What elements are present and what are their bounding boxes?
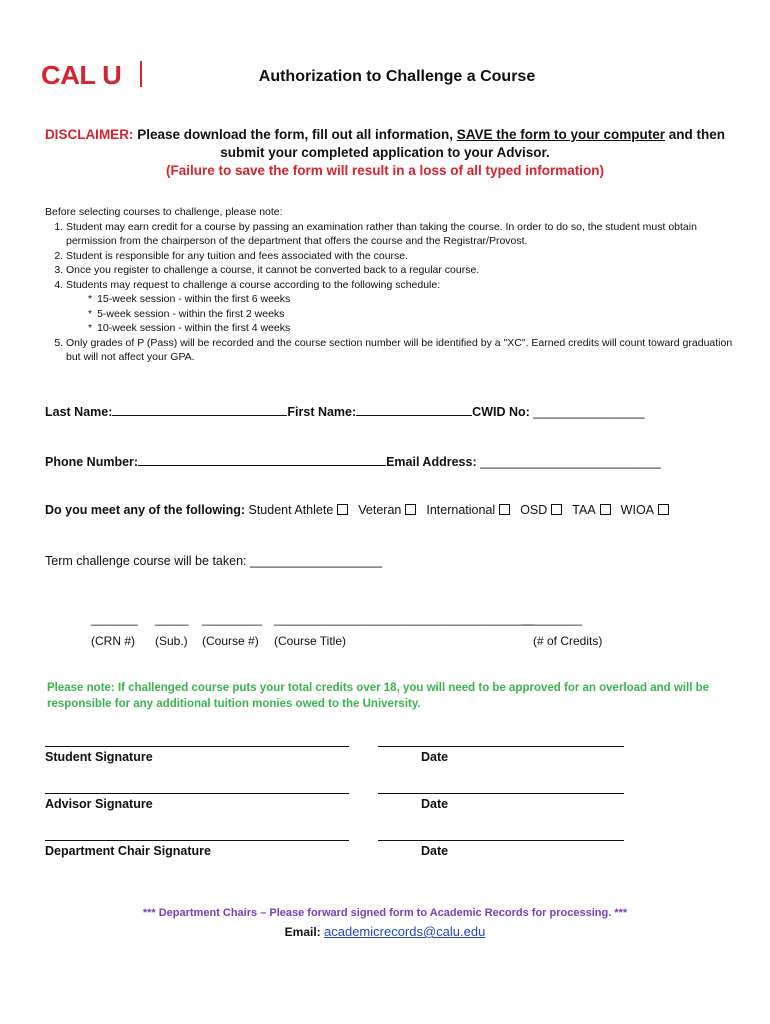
disclaimer-text-2: and then submit your completed application to your Advisor. [220, 127, 726, 160]
course-challenge-notes [45, 205, 735, 365]
disclaimer-text-1: Please download the form, fill out all information, [137, 127, 453, 142]
disclaimer-warning: (Failure to save the form will result in a loss of all typed information) [165, 163, 605, 178]
forwarding-instruction: *** Department Chairs – Please forward signed form to Academic Records for processing. *** [142, 907, 628, 919]
course-title-field[interactable]: _______________________________________ [274, 612, 535, 626]
chair-signature-line[interactable] [45, 840, 349, 841]
status-question: Do you meet any of the following: [45, 503, 245, 517]
page-title: Authorization to Challenge a Course [258, 68, 536, 85]
osd-checkbox[interactable] [551, 504, 562, 515]
option-wioa-label: WIOA [620, 503, 655, 517]
advisor-date-label: Date [421, 797, 449, 811]
chair-date-label: Date [421, 844, 449, 858]
last-name-label: Last Name: [45, 405, 113, 419]
option-veteran-label: Veteran [358, 503, 402, 517]
student-signature-line[interactable] [45, 746, 349, 747]
chair-signature-label: Department Chair Signature [45, 844, 212, 858]
email-label-text: Email: [284, 925, 321, 939]
note-item: 3. Once you register to challenge a course, it cannot be converted back to a regular course. [66, 263, 735, 278]
first-name-field[interactable] [356, 403, 472, 416]
option-taa-label: TAA [572, 503, 596, 517]
footer-email [0, 924, 770, 939]
note-item: 5. Only grades of P (Pass) will be recorded and the course section number will be identified by a "XC". Earned credits will count toward graduation but will not affect your GPA. [66, 336, 735, 365]
term-field[interactable]: ___________________ [249, 554, 383, 568]
note-item: 1. Student may earn credit for a course by passing an examination rather than taking the course. In order to do so, the student must obtain permission from the chairperson of the department that offers the course and the Registrar/Provost. [66, 220, 735, 249]
contact-row [45, 453, 661, 469]
student-date-line[interactable] [378, 746, 624, 747]
schedule-item: * 5-week session - within the first 2 weeks [88, 307, 735, 322]
email-label: Email Address: [386, 455, 477, 469]
schedule-item: * 10-week session - within the first 4 weeks [88, 321, 735, 336]
international-checkbox[interactable] [499, 504, 510, 515]
name-row [45, 403, 645, 419]
crn-label: (CRN #) [91, 634, 135, 648]
academic-records-email-link[interactable]: academicrecords@calu.edu [324, 924, 486, 939]
overload-note: Please note: If challenged course puts your total credits over 18, you will need to be approved for an overload and will be responsible for any additional tuition monies owed to the University. [47, 682, 710, 710]
note-item-text: Students may request to challenge a course according to the following schedule: [66, 278, 441, 291]
subject-field[interactable]: _____ [155, 612, 189, 626]
crn-field[interactable]: _______ [91, 612, 138, 626]
status-row [45, 503, 679, 517]
veteran-checkbox[interactable] [405, 504, 416, 515]
notes-list [45, 220, 735, 365]
option-international-label: International [426, 503, 496, 517]
disclaimer-prefix: DISCLAIMER: [44, 127, 134, 142]
term-row [45, 554, 382, 568]
cwid-field[interactable]: ________________ [533, 405, 645, 419]
advisor-signature-label: Advisor Signature [45, 797, 153, 811]
phone-label: Phone Number: [45, 455, 139, 469]
option-osd-label: OSD [520, 503, 548, 517]
disclaimer-save-text: SAVE the form to your computer [456, 127, 666, 142]
disclaimer [30, 126, 740, 180]
course-title-label: (Course Title) [274, 634, 347, 648]
first-name-label: First Name: [287, 405, 357, 419]
option-student-athlete-label: Student Athlete [248, 503, 334, 517]
notes-intro: Before selecting courses to challenge, please note: [45, 206, 283, 218]
course-number-field[interactable]: _________ [202, 612, 263, 626]
student-athlete-checkbox[interactable] [337, 504, 348, 515]
student-signature-label: Student Signature [45, 750, 153, 764]
credits-label: (# of Credits) [533, 634, 603, 648]
credits-field[interactable]: _________ [522, 612, 583, 626]
term-label: Term challenge course will be taken: [45, 554, 247, 568]
wioa-checkbox[interactable] [658, 504, 669, 515]
subject-label: (Sub.) [155, 634, 188, 648]
last-name-field[interactable] [112, 403, 287, 416]
cwid-label: CWID No: [472, 405, 530, 419]
email-field[interactable]: __________________________ [480, 455, 661, 469]
advisor-signature-line[interactable] [45, 793, 349, 794]
cal-u-logo: CAL U [41, 60, 122, 90]
phone-field[interactable] [138, 453, 386, 466]
note-item: 2. Student is responsible for any tuition and fees associated with the course. [66, 249, 735, 264]
student-date-label: Date [421, 750, 449, 764]
schedule-list [66, 292, 735, 336]
taa-checkbox[interactable] [600, 504, 611, 515]
schedule-item: * 15-week session - within the first 6 weeks [88, 292, 735, 307]
course-number-label: (Course #) [202, 634, 259, 648]
advisor-date-line[interactable] [378, 793, 624, 794]
chair-date-line[interactable] [378, 840, 624, 841]
note-item [66, 278, 735, 336]
